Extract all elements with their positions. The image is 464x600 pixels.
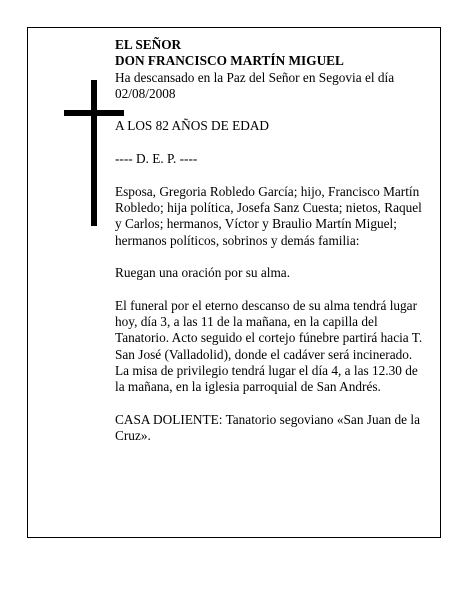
death-statement: Ha descansado en la Paz del Señor en Segovia el día 02/08/2008 (115, 69, 395, 101)
title-honorific: EL SEÑOR (115, 37, 182, 52)
mourning-house: CASA DOLIENTE: Tanatorio segoviano «San Juan de la Cruz». (115, 411, 420, 444)
age-statement: A LOS 82 AÑOS DE EDAD (115, 118, 270, 134)
cross-vertical-bar (91, 80, 97, 226)
rip-line: ---- D. E. P. ---- (115, 151, 198, 167)
prayer-request: Ruegan una oración por su alma. (115, 265, 291, 281)
funeral-details: El funeral por el eterno descanso de su alma tendrá lugar hoy, día 3, a las 11 de la mañana, en la capilla del Tanatorio. Acto seguido el cortejo fúnebre partirá hacia T. San José (Valladolid), donde el cadáver será incinerado. La misa de privilegio tendrá lugar el día 4, a las 12.30 de la mañana, en la iglesia parroquial de San Andrés. (115, 297, 423, 395)
deceased-name: DON FRANCISCO MARTÍN MIGUEL (115, 53, 344, 69)
family-list: Esposa, Gregoria Robledo García; hijo, Francisco Martín Robledo; hija política, Josefa Sanz Cuesta; nietos, Raquel y Carlos; hermanos, Víctor y Braulio Martín Miguel; hermanos políticos, sobrinos y demás familia: (115, 183, 422, 248)
notice-body (115, 37, 429, 444)
